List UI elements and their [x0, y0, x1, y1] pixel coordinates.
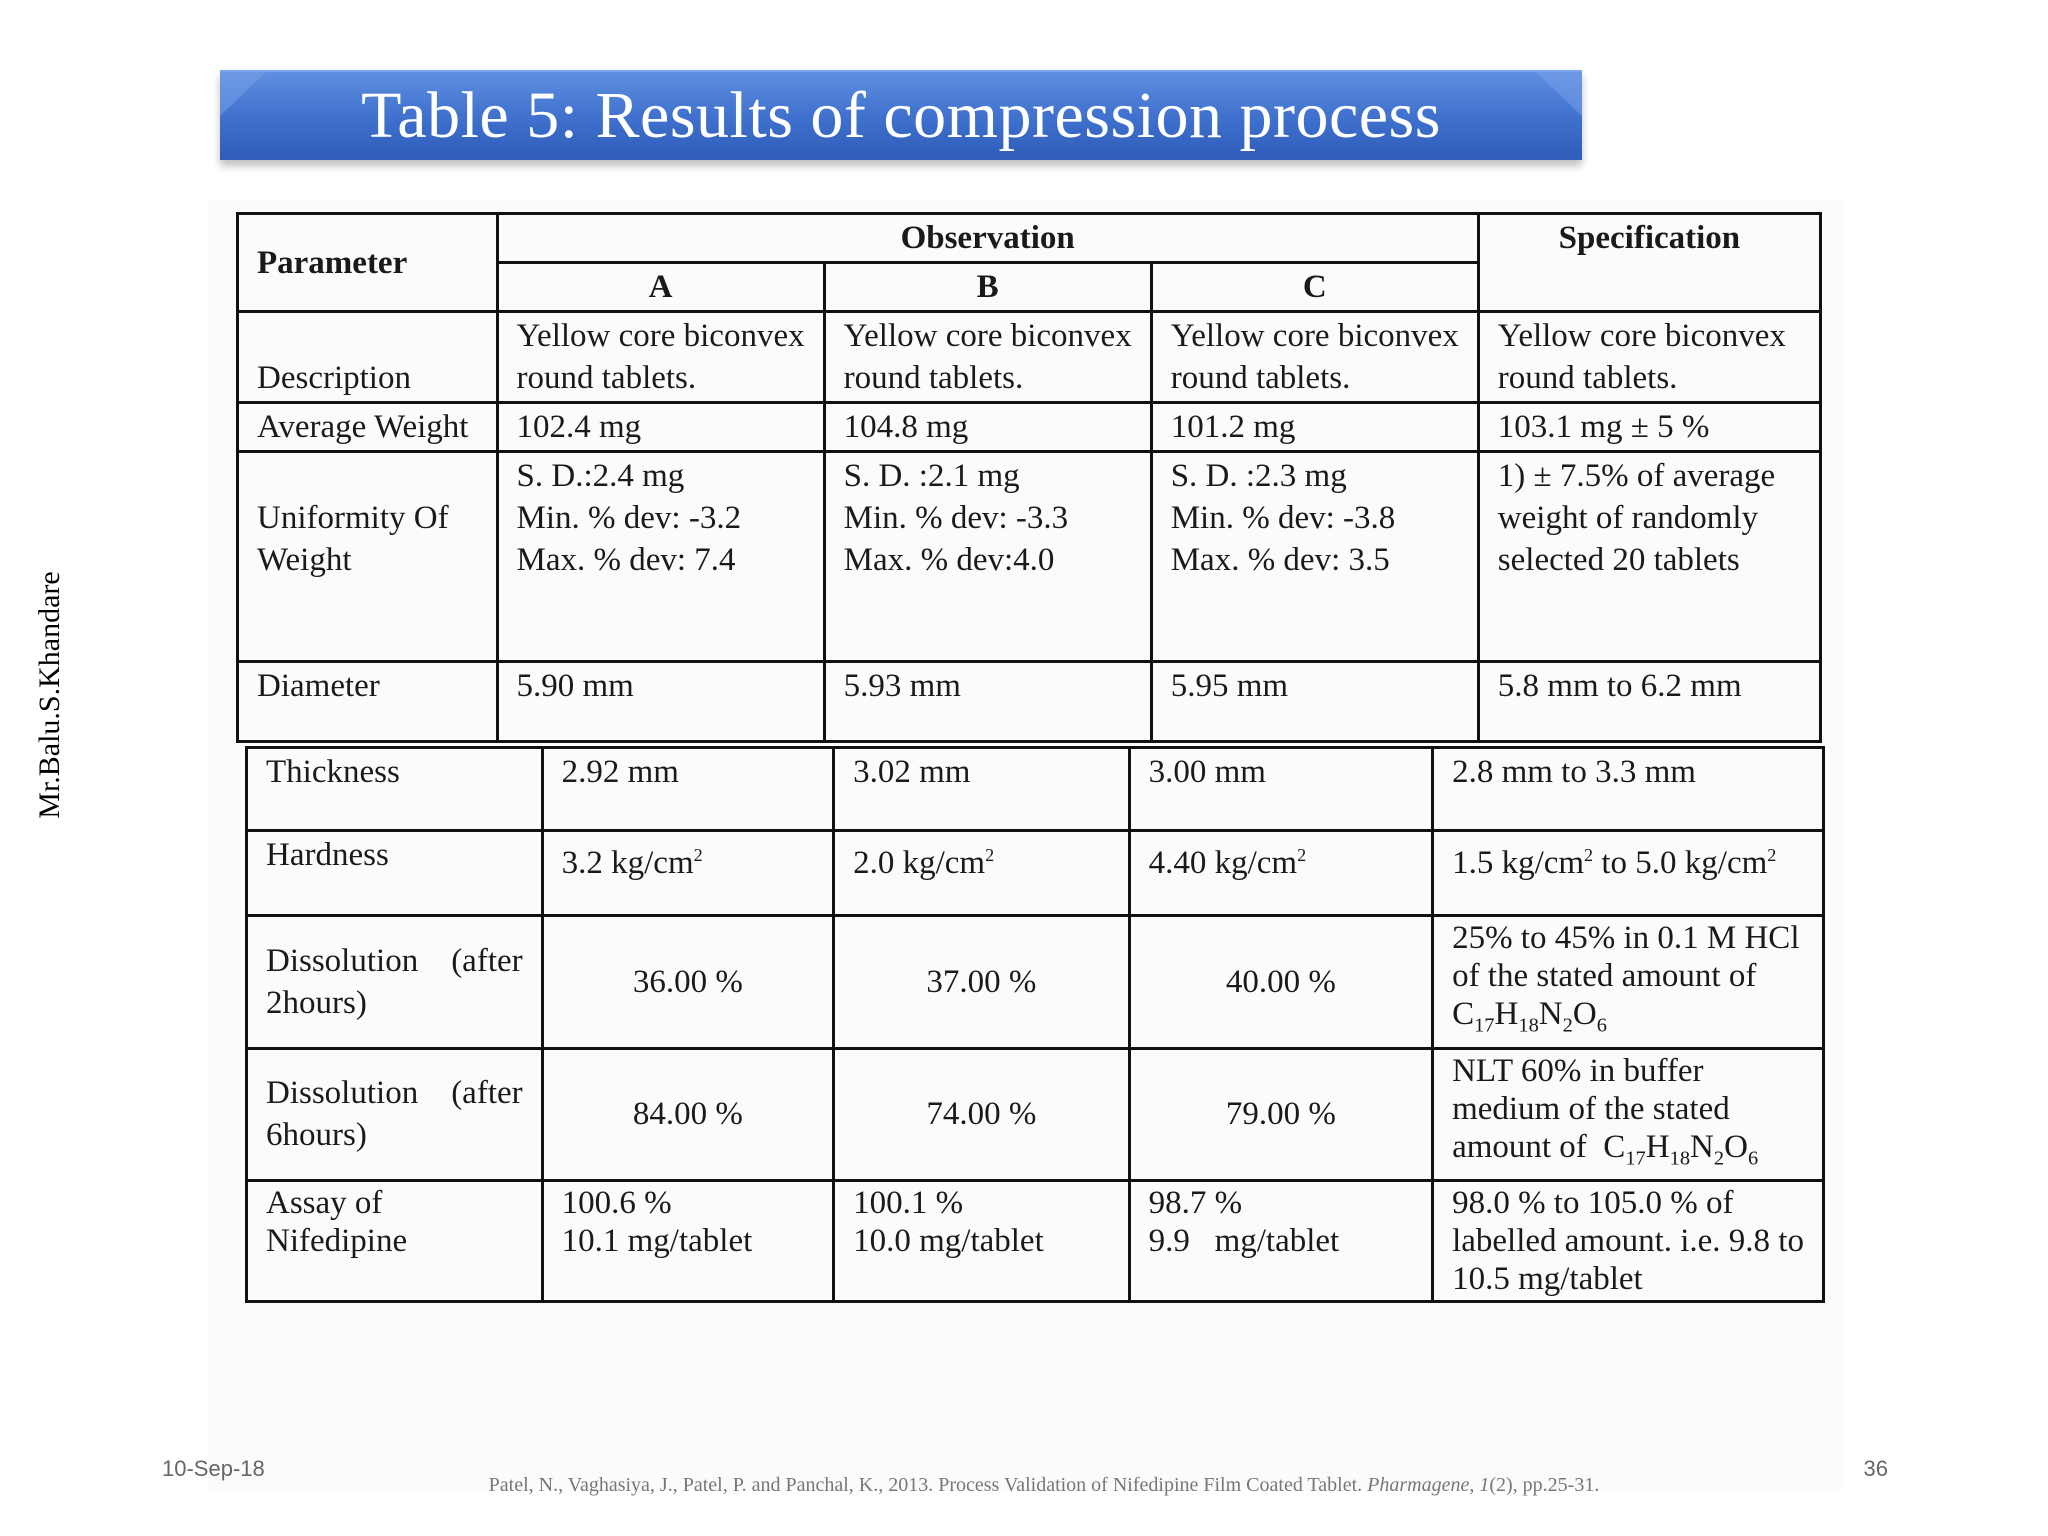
average-weight-b: 104.8 mg: [824, 403, 1151, 452]
dissolution-6h-spec: [1433, 1048, 1824, 1181]
hardness-spec: [1433, 831, 1824, 916]
header-col-c: C: [1151, 263, 1478, 312]
description-a-line1: Yellow core biconvex: [516, 318, 805, 354]
uniformity-c-line2: Min. % dev: -3.8: [1170, 500, 1396, 536]
row-label-dissolution-6h: [247, 1048, 543, 1181]
table-row: [247, 748, 1824, 831]
formula-o-count: 6: [1596, 1014, 1607, 1037]
author-name: Mr.Balu.S.Khandare: [33, 571, 66, 819]
dissolution-2h-c: 40.00 %: [1129, 916, 1432, 1049]
citation-sep: ,: [1469, 1474, 1480, 1496]
assay-label-line1: Assay of: [266, 1185, 383, 1222]
average-weight-c: 101.2 mg: [1151, 403, 1478, 452]
uniformity-a-line1: S. D.:2.4 mg: [516, 458, 685, 494]
table-row: [238, 662, 1821, 742]
hardness-b-value: 2.0 kg/cm: [853, 845, 986, 881]
hardness-c-sup: 2: [1297, 845, 1307, 865]
formula-n-count: 2: [1562, 1014, 1573, 1037]
assay-spec-line1: 98.0 % to 105.0 % of: [1452, 1185, 1734, 1222]
table-row: [247, 1181, 1824, 1302]
assay-spec-line2: labelled amount. i.e. 9.8 to: [1452, 1223, 1804, 1260]
hardness-c-value: 4.40 kg/cm: [1148, 845, 1298, 881]
assay-a-line1: 100.6 %: [561, 1185, 672, 1222]
uniformity-b-line1: S. D. :2.1 mg: [843, 458, 1020, 494]
assay-a-line2: 10.1 mg/tablet: [561, 1223, 753, 1260]
dissolution-6h-spec-line3-text: amount of: [1452, 1128, 1604, 1165]
formula-o: O: [1572, 996, 1597, 1032]
diameter-spec: 5.8 mm to 6.2 mm: [1478, 662, 1820, 742]
dissolution-6h-label-line2: 6hours): [266, 1117, 367, 1154]
description-spec-line2: round tablets.: [1497, 360, 1678, 396]
formula-c: C: [1603, 1128, 1626, 1165]
page-number: 36: [1863, 1456, 1888, 1481]
dissolution-6h-label-line1: Dissolution (after: [266, 1075, 523, 1112]
uniformity-a-line2: Min. % dev: -3.2: [516, 500, 742, 536]
thickness-a: 2.92 mm: [542, 748, 833, 831]
table-row: [247, 1048, 1824, 1181]
citation-volume: 1: [1479, 1474, 1490, 1496]
formula-n-count: 2: [1713, 1147, 1725, 1170]
citation-journal: Pharmagene: [1367, 1474, 1470, 1496]
formula-h-count: 18: [1669, 1147, 1691, 1170]
description-b-line1: Yellow core biconvex: [843, 318, 1132, 354]
dissolution-2h-spec-line2: of the stated amount of: [1452, 958, 1757, 994]
uniformity-b-line3: Max. % dev:4.0: [843, 542, 1055, 578]
table-row: [247, 831, 1824, 916]
uniformity-spec: [1478, 452, 1820, 662]
description-c-line2: round tablets.: [1170, 360, 1351, 396]
hardness-spec-part1: 1.5 kg/cm: [1452, 845, 1585, 881]
uniformity-spec-line2: weight of randomly: [1497, 500, 1759, 536]
assay-b-line2: 10.0 mg/tablet: [853, 1223, 1044, 1260]
row-label-assay: [247, 1181, 543, 1302]
formula-h-count: 18: [1518, 1014, 1539, 1037]
citation-pages: (2), pp.25-31.: [1489, 1474, 1600, 1496]
assay-b-line1: 100.1 %: [853, 1185, 964, 1222]
thickness-b: 3.02 mm: [834, 748, 1129, 831]
uniformity-a-line3: Max. % dev: 7.4: [516, 542, 736, 578]
uniformity-label-line1: Uniformity Of: [257, 500, 449, 536]
uniformity-c-line1: S. D. :2.3 mg: [1170, 458, 1347, 494]
hardness-a: [542, 831, 833, 916]
dissolution-2h-spec-formula: [1452, 995, 1804, 1045]
assay-spec: [1433, 1181, 1824, 1302]
description-a: [497, 312, 824, 403]
citation-authors: Patel, N., Vaghasiya, J., Patel, P. and Panchal, K., 2013. Process Validation of Nifedipine Film Coated Tablet.: [488, 1474, 1368, 1496]
formula-c: C: [1452, 996, 1475, 1032]
formula-c-count: 17: [1625, 1147, 1646, 1170]
row-label-uniformity: [238, 452, 498, 662]
citation: [0, 1474, 2048, 1497]
header-specification: Specification: [1478, 214, 1820, 312]
results-table-part2: [245, 746, 1825, 1303]
formula-o-count: 6: [1747, 1147, 1759, 1170]
diameter-c: 5.95 mm: [1151, 662, 1478, 742]
assay-label-line2: Nifedipine: [266, 1223, 408, 1260]
uniformity-a: [497, 452, 824, 662]
table-row: [247, 916, 1824, 1049]
header-col-a: A: [497, 263, 824, 312]
uniformity-label-line2: Weight: [257, 542, 352, 578]
row-label-thickness: Thickness: [247, 748, 543, 831]
row-label-dissolution-2h: [247, 916, 543, 1049]
row-label-description: Description: [238, 312, 498, 403]
description-c-line1: Yellow core biconvex: [1170, 318, 1459, 354]
table-row: [238, 312, 1821, 403]
assay-c-line1: 98.7 %: [1148, 1185, 1243, 1222]
diameter-a: 5.90 mm: [497, 662, 824, 742]
hardness-spec-sup1: 2: [1584, 845, 1594, 865]
description-b: [824, 312, 1151, 403]
table-row: [238, 452, 1821, 662]
description-spec-line1: Yellow core biconvex: [1497, 318, 1786, 354]
description-b-line2: round tablets.: [843, 360, 1024, 396]
hardness-c: [1129, 831, 1432, 916]
row-label-hardness: Hardness: [247, 831, 543, 916]
dissolution-2h-b: 37.00 %: [834, 916, 1129, 1049]
dissolution-6h-a: 84.00 %: [542, 1048, 833, 1181]
results-table-part1: [236, 212, 1822, 743]
header-col-b: B: [824, 263, 1151, 312]
hardness-a-value: 3.2 kg/cm: [561, 845, 694, 881]
formula-o: O: [1724, 1128, 1748, 1165]
hardness-spec-sup2: 2: [1767, 845, 1777, 865]
title-banner: [220, 70, 1582, 160]
description-spec: [1478, 312, 1820, 403]
dissolution-2h-spec: [1433, 916, 1824, 1049]
average-weight-spec: 103.1 mg ± 5 %: [1478, 403, 1820, 452]
hardness-a-sup: 2: [693, 845, 703, 865]
uniformity-spec-line3: selected 20 tablets: [1497, 542, 1740, 578]
dissolution-2h-label-line2: 2hours): [266, 984, 367, 1021]
assay-b: [834, 1181, 1129, 1302]
dissolution-6h-c: 79.00 %: [1129, 1048, 1432, 1181]
formula-c-count: 17: [1474, 1014, 1495, 1037]
dissolution-2h-spec-line1: 25% to 45% in 0.1 M HCl: [1452, 920, 1800, 956]
assay-a: [542, 1181, 833, 1302]
hardness-b: [834, 831, 1129, 916]
thickness-spec: 2.8 mm to 3.3 mm: [1433, 748, 1824, 831]
formula-n: N: [1538, 996, 1563, 1032]
description-c: [1151, 312, 1478, 403]
hardness-b-sup: 2: [985, 845, 995, 865]
diameter-b: 5.93 mm: [824, 662, 1151, 742]
table-row: [238, 403, 1821, 452]
uniformity-b: [824, 452, 1151, 662]
row-label-average-weight: Average Weight: [238, 403, 498, 452]
uniformity-c: [1151, 452, 1478, 662]
uniformity-b-line2: Min. % dev: -3.3: [843, 500, 1069, 536]
header-observation: Observation: [497, 214, 1478, 263]
uniformity-c-line3: Max. % dev: 3.5: [1170, 542, 1390, 578]
dissolution-6h-spec-line3: [1452, 1128, 1804, 1178]
thickness-c: 3.00 mm: [1129, 748, 1432, 831]
formula-n: N: [1690, 1128, 1714, 1165]
uniformity-spec-line1: 1) ± 7.5% of average: [1497, 458, 1776, 494]
dissolution-6h-b: 74.00 %: [834, 1048, 1129, 1181]
header-parameter: Parameter: [238, 214, 498, 312]
assay-c-line2: 9.9 mg/tablet: [1148, 1223, 1340, 1260]
row-label-diameter: Diameter: [238, 662, 498, 742]
average-weight-a: 102.4 mg: [497, 403, 824, 452]
assay-c: [1129, 1181, 1432, 1302]
author-credit: [20, 470, 80, 920]
assay-spec-line3: 10.5 mg/tablet: [1452, 1261, 1643, 1298]
dissolution-2h-label-line1: Dissolution (after: [266, 942, 523, 979]
formula-h: H: [1645, 1128, 1670, 1165]
dissolution-6h-spec-line1: NLT 60% in buffer: [1452, 1052, 1704, 1089]
slide-title: Table 5: Results of compression process: [361, 79, 1441, 152]
formula-h: H: [1494, 996, 1519, 1032]
description-a-line2: round tablets.: [516, 360, 697, 396]
dissolution-6h-spec-line2: medium of the stated: [1452, 1090, 1730, 1127]
hardness-spec-part2: to 5.0 kg/cm: [1593, 845, 1768, 881]
dissolution-2h-a: 36.00 %: [542, 916, 833, 1049]
footer-date: 10-Sep-18: [162, 1456, 265, 1481]
